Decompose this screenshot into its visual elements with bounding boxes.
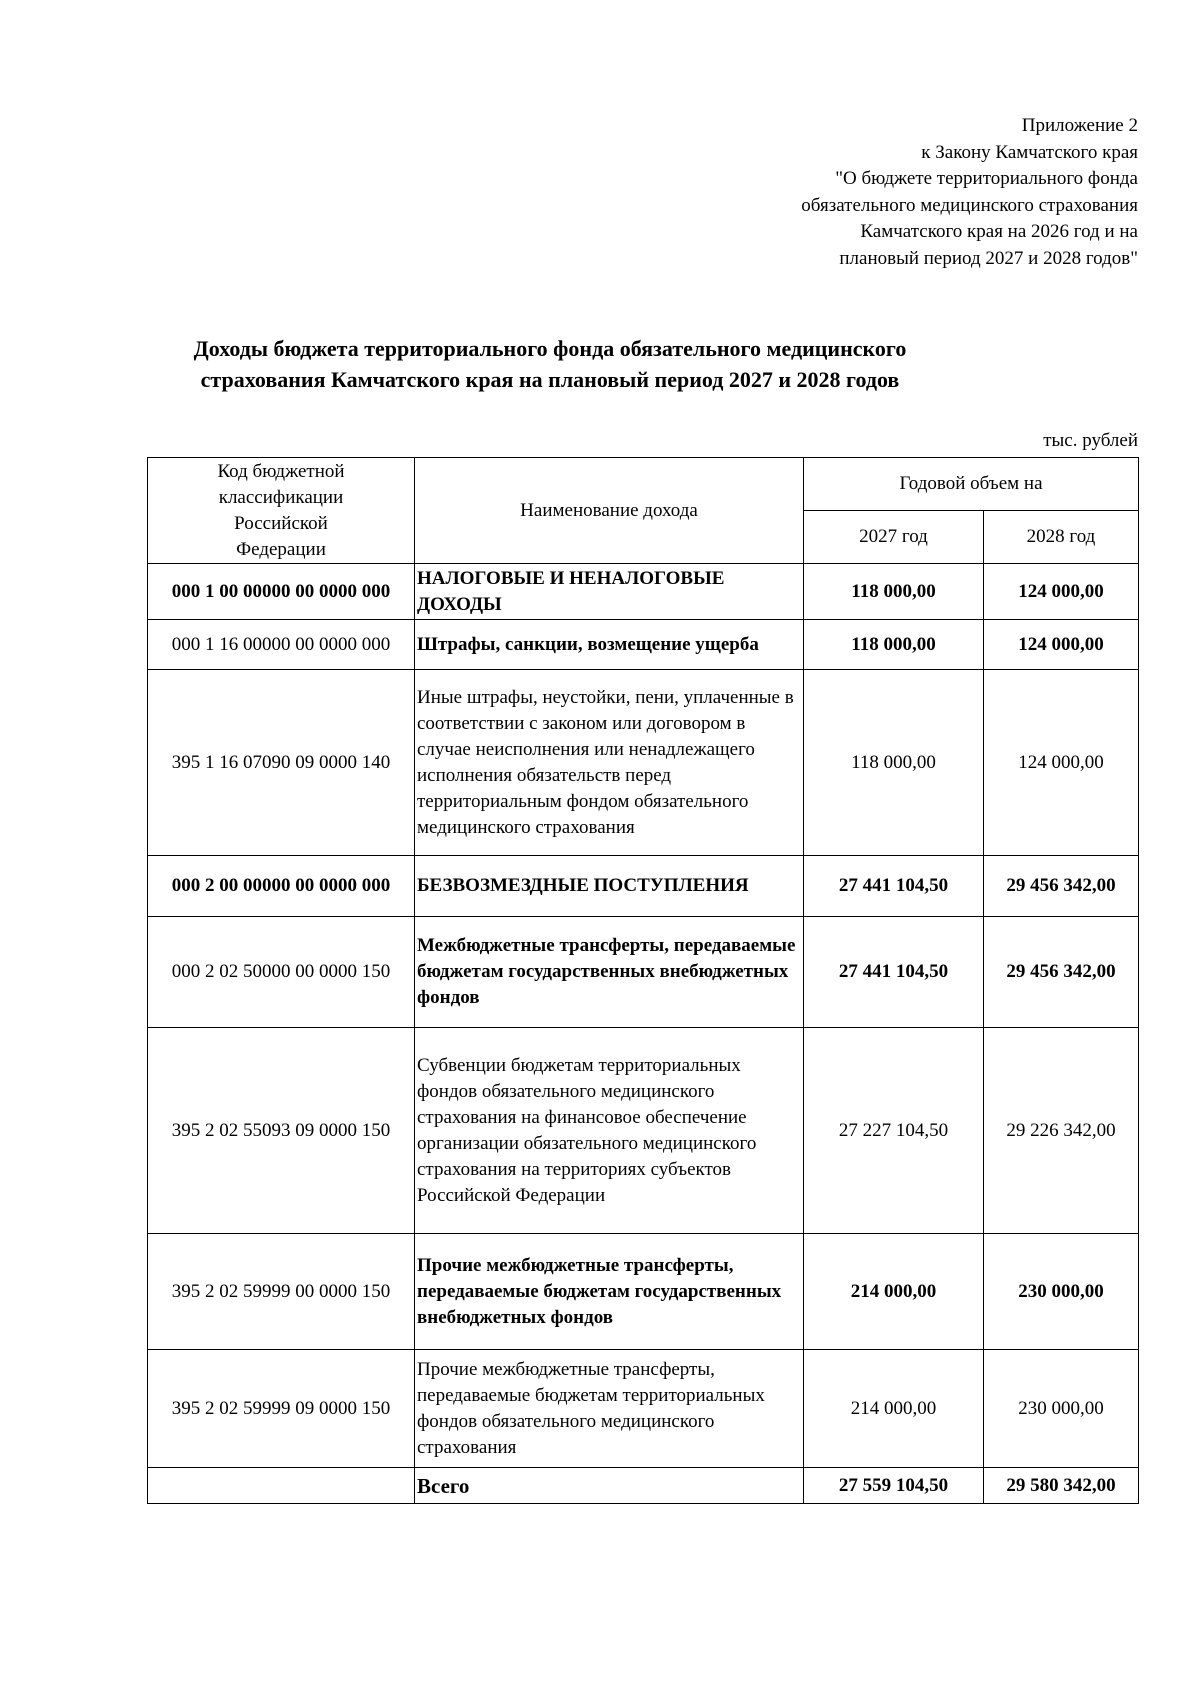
annex-line: Камчатского края на 2026 год и на [860,221,1138,242]
table-row [148,1028,1139,1234]
row-code: 395 1 16 07090 09 0000 140 [148,670,415,856]
row-name: Штрафы, санкции, возмещение ущерба [415,620,804,670]
row-value-2028: 230 000,00 [984,1350,1139,1468]
row-value-2028: 124 000,00 [984,620,1139,670]
annex-header [578,113,1138,272]
row-code: 000 2 00 00000 00 0000 000 [148,856,415,917]
header-name: Наименование дохода [415,458,804,564]
row-value-2027: 27 441 104,50 [804,856,984,917]
total-code [148,1468,415,1504]
total-row [148,1468,1139,1504]
annex-line: Приложение 2 [1021,115,1138,136]
row-value-2027: 214 000,00 [804,1234,984,1350]
row-value-2027: 118 000,00 [804,564,984,620]
row-name: Межбюджетные трансферты, передаваемые бюджетам государственных внебюджетных фондов [415,917,804,1028]
row-value-2027: 27 227 104,50 [804,1028,984,1234]
header-code-text: Код бюджетной классификации Российской Федерации [217,460,345,560]
annex-line: "О бюджете территориального фонда [835,168,1138,189]
row-code: 395 2 02 55093 09 0000 150 [148,1028,415,1234]
row-value-2028: 230 000,00 [984,1234,1139,1350]
annex-line: обязательного медицинского страхования [801,194,1138,216]
header-year-2028: 2028 год [984,511,1139,564]
annex-line: плановый период 2027 и 2028 годов" [839,247,1138,269]
row-value-2027: 214 000,00 [804,1350,984,1468]
row-name: Прочие межбюджетные трансферты, передаваемые бюджетам государственных внебюджетных фондов [415,1234,804,1350]
table-row [148,564,1139,620]
table-row [148,620,1139,670]
row-value-2028: 124 000,00 [984,564,1139,620]
row-code: 000 1 00 00000 00 0000 000 [148,564,415,620]
row-name: Прочие межбюджетные трансферты, передаваемые бюджетам территориальных фондов обязательного медицинского страхования [415,1350,804,1468]
annex-line: к Закону Камчатского края [921,141,1138,163]
row-value-2027: 118 000,00 [804,670,984,856]
revenue-table [147,457,1139,1504]
table-row [148,1350,1139,1468]
table-row [148,1234,1139,1350]
title-line-2: страхования Камчатского края на плановый период 2027 и 2028 годов [200,367,900,392]
row-name: БЕЗВОЗМЕЗДНЫЕ ПОСТУПЛЕНИЯ [415,856,804,917]
header-annual: Годовой объем на [804,458,1139,511]
header-year-2027: 2027 год [804,511,984,564]
row-code: 000 1 16 00000 00 0000 000 [148,620,415,670]
header-code [148,458,415,564]
row-code: 395 2 02 59999 09 0000 150 [148,1350,415,1468]
row-value-2027: 118 000,00 [804,620,984,670]
table-row [148,917,1139,1028]
total-value-2027: 27 559 104,50 [804,1468,984,1504]
row-value-2028: 29 226 342,00 [984,1028,1139,1234]
row-value-2028: 29 456 342,00 [984,856,1139,917]
row-code: 000 2 02 50000 00 0000 150 [148,917,415,1028]
row-value-2027: 27 441 104,50 [804,917,984,1028]
title-line-1: Доходы бюджета территориального фонда обязательного медицинского [193,336,907,361]
row-name: Субвенции бюджетам территориальных фондов обязательного медицинского страхования на финансовое обеспечение организации обязательного медицинского страхования на территориях субъектов Российской Федерации [415,1028,804,1234]
total-value-2028: 29 580 342,00 [984,1468,1139,1504]
table-row [148,856,1139,917]
row-value-2028: 29 456 342,00 [984,917,1139,1028]
table-row [148,670,1139,856]
document-title [130,333,970,395]
row-name: Иные штрафы, неустойки, пени, уплаченные в соответствии с законом или договором в случае неисполнения или ненадлежащего исполнения обязательств перед территориальным фондом обязательного медицинского страхования [415,670,804,856]
row-code: 395 2 02 59999 00 0000 150 [148,1234,415,1350]
row-name: НАЛОГОВЫЕ И НЕНАЛОГОВЫЕ ДОХОДЫ [415,564,804,620]
row-value-2028: 124 000,00 [984,670,1139,856]
units-label: тыс. рублей [1043,430,1138,451]
total-label: Всего [415,1468,804,1504]
table-header-row [148,458,1139,511]
